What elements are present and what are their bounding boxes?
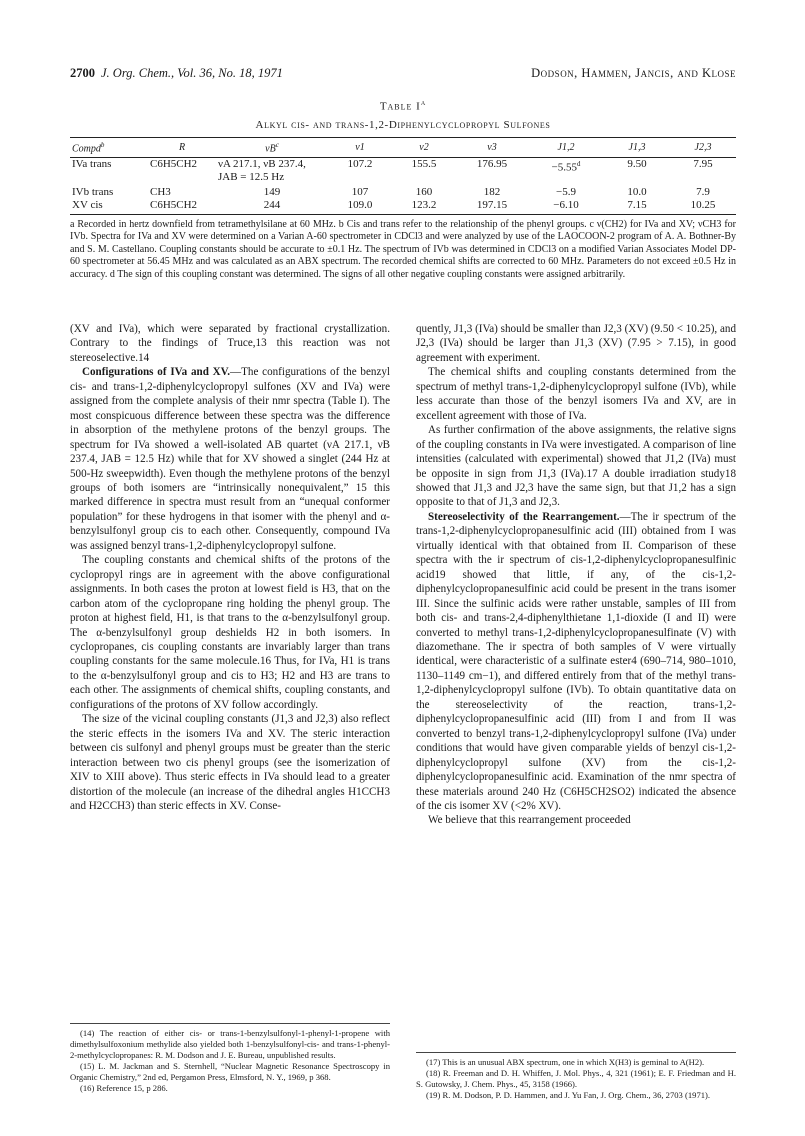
- body-column-right: [416, 322, 736, 828]
- page-header: [70, 66, 736, 84]
- data-table: [70, 137, 736, 215]
- running-head-authors: Dodson, Hammen, Jancis, and Klose: [531, 66, 736, 80]
- th-nu-1: ν1: [328, 137, 392, 157]
- footnotes-right: [416, 1052, 736, 1101]
- reference-19: (19) R. M. Dodson, P. D. Hammen, and J. Yu Fan, J. Org. Chem., 36, 2703 (1971).: [426, 1089, 711, 1100]
- paragraph: The chemical shifts and coupling constants determined from the spectrum of methyl trans-1,2-diphenylcyclopropyl sulfone (IVb), while less accurate than those of the benzyl isomers IVa and XV, are in excellent agreement with those of IVa.: [416, 366, 736, 422]
- reference-18: (18) R. Freeman and D. H. Whiffen, J. Mol. Phys., 4, 321 (1961); E. F. Friedman and H. S. Gutowsky, J. Chem. Phys., 45, 3158 (1966).: [416, 1067, 736, 1089]
- section-heading: Stereoselectivity of the Rearrangement.: [428, 510, 620, 523]
- reference-15: (15) L. M. Jackman and S. Sternhell, “Nuclear Magnetic Resonance Spectroscopy in Organic Chemistry,” 2nd ed, Pergamon Press, Elmsford, N. Y., 1969, p 368.: [70, 1060, 390, 1082]
- journal-citation: J. Org. Chem., Vol. 36, No. 18, 1971: [101, 66, 283, 80]
- paragraph: As further confirmation of the above assignments, the relative signs of the coupling constants in IVa were investigated. A comparison of line intensities (calculated with experimental) showed that J1,2 (IVa) must be opposite in sign from J1,3 (IVa).17 A double irradiation study18 showed that J1,3 and J2,3 have the same sign, but that J1,2 has a sign opposite to that of J1,3 and J2,3.: [416, 424, 736, 509]
- running-head-left: [70, 66, 283, 81]
- th-j13: J1,3: [604, 137, 670, 157]
- reference-14: (14) The reaction of either cis- or trans-1-benzylsulfonyl-1-phenyl-1-propene with dimethylsulfoxonium methylide also yielded both 1-benzylsulfonyl-cis- and trans-1-phenyl-2-methylcyclopropanes: R. M. Dodson and J. E. Bureau, unpublished results.: [70, 1028, 390, 1060]
- table-row: XV cis C6H5CH2 244 109.0 123.2 197.15 −6.10 7.15 10.25: [70, 199, 736, 215]
- paragraph: (XV and IVa), which were separated by fractional crystallization. Contrary to the findings of Truce,13 this reaction was not stereoselective.14: [70, 323, 390, 364]
- th-nu-b: $\nu B^c$: [216, 137, 328, 157]
- paragraph: quently, J1,3 (IVa) should be smaller than J2,3 (XV) (9.50 < 10.25), and J2,3 (IVa) should be larger than J1,3 (XV) (7.95 > 7.15), in good agreement with experiment.: [416, 323, 736, 364]
- th-r: R: [148, 137, 216, 157]
- table-1: [70, 98, 736, 281]
- th-j12: J1,2: [528, 137, 604, 157]
- paragraph: We believe that this rearrangement proceeded: [428, 814, 631, 827]
- j12-sign-note: d: [576, 159, 581, 168]
- table-footnotes: a Recorded in hertz downfield from tetramethylsilane at 60 MHz. b Cis and trans refer to the relationship of the phenyl groups. c ν(CH2) for IVa and XV; νCH3 for IVb. Spectra for IVa and XV were determined on a Varian A-60 spectrometer in CDCl3 and were analyzed by use of the LAOCOON-2 program of A. A. Bothner-By and S. M. Castellano. Coupling constants should be accurate to ±0.1 Hz. The spectrum of IVb was determined in CDCl3 on a modified Varian Associates Model DP-60 spectrometer at 56.45 MHz and was calculated as an ABX spectrum. The recorded chemical shifts are corrected to 60 MHz. Parameters do not exceed ±0.5 Hz in accuracy. d The sign of this coupling constant was determined. The signs of all other negative coupling constants were assigned arbitrarily.: [70, 218, 736, 280]
- th-compd: Compd$^b$: [70, 137, 148, 157]
- reference-17: (17) This is an unusual ABX spectrum, one in which X(H3) is geminal to A(H2).: [426, 1057, 705, 1067]
- page-number: 2700: [70, 66, 95, 80]
- table-header-row: [70, 137, 736, 157]
- footnotes-left: [70, 1023, 390, 1093]
- body-column-left: [70, 322, 390, 813]
- th-nu-3: ν3: [456, 137, 528, 157]
- table-label-note: a: [420, 98, 427, 107]
- paragraph: The size of the vicinal coupling constants (J1,3 and J2,3) also reflect the steric effects in the isomers IVa and XV. The steric interaction between cis sulfonyl and phenyl groups must be greater than the steric interaction between two cis phenyl groups (see the isomerization of XIV to XIII above). Thus steric effects in IVa should lead to a greater distortion of the molecule (an increase of the dihedral angles H1CCH3 and H2CCH3) than steric effects in XV. Conse-: [70, 713, 390, 812]
- table-row: IVb trans CH3 149 107 160 182 −5.9 10.0 7.9: [72, 185, 710, 198]
- paragraph: The coupling constants and chemical shifts of the protons of the cyclopropyl rings are in agreement with the above configurational assignments. In both cases the proton at lowest field is H3, that on the carbon atom of the cyclopropane ring holding the phenyl group. The proton at highest field, H1, is that trans to the α-benzylsulfonyl group. The α-benzylsulfonyl group deshields H2 in both isomers. In cyclopropanes, cis coupling constants are invariably larger than trans coupling constants for the same molecule.16 Thus, for IVa, H1 is trans to the α-benzylsulfonyl group and cis to H3; H2 and H3 are trans to each other. The assignments of chemical shifts, coupling constants, and configurations of the protons of XV follow accordingly.: [70, 554, 390, 711]
- th-nu-2: ν2: [392, 137, 456, 157]
- reference-16: (16) Reference 15, p 286.: [80, 1082, 168, 1093]
- paragraph-configurations: Configurations of IVa and XV.—The configurations of the benzyl cis- and trans-1,2-diphenylcyclopropyl sulfones (XV and IVa) were assigned from the complete analysis of their nmr spectra (Table I). The most conspicuous difference between these spectra was the difference in absorption of the methylene protons of the benzyl groups. The spectrum for IVa showed a well-isolated AB quartet (νA 217.1, νB 237.4, JAB = 12.5 Hz) while that for XV showed a singlet (244 Hz at 500-Hz sweepwidth). Even though the methylene protons of the benzyl groups of both isomers are “intrinsically nonequivalent,” 15 this marked difference in spectra must result from an “unequal conformer population” for these hydrogens in that isomer with the phenyl and α-benzylsulfonyl group cis to each other. Consequently, compound IVa was assigned benzyl trans-1,2-diphenylcyclopropyl sulfone.: [70, 366, 390, 552]
- table-title: Alkyl cis- and trans-1,2-Diphenylcyclopropyl Sulfones: [255, 118, 551, 131]
- paragraph-stereoselectivity: Stereoselectivity of the Rearrangement.—The ir spectrum of the trans-1,2-diphenylcyclopropanesulfinic acid (III) obtained from I was virtually identical with that obtained from II. Comparison of these spectra with the ir spectrum of cis-1,2-diphenylcyclopropanesulfinic acid19 showed that little, if any, of the cis-1,2-diphenylcyclopropanesulfinic acid could be present in the trans isomer III. Since the sulfinic acids were rather unstable, samples of III from both cis- and trans-2,4-diphenylthietane 1,1-dioxide (I and II) were converted to methyl trans-1,2-diphenylcyclopropanesulfinate (V) with diazomethane. The ir spectra of both samples of V were virtually identical, were characteristic of a sulfinate ester4 (690–714, 980–1010, 1130–1149 cm−1), and differed entirely from that of the methyl trans-1,2-diphenylcyclopropyl sulfone (IVb). To obtain quantitative data on the stereoselectivity of the reaction, trans-1,2-diphenylcyclopropanesulfinic acid (III) from I and from II was converted to benzyl trans-1,2-diphenylcyclopropyl sulfone (IVa) under conditions that would have given comparable yields of benzyl cis-1,2-diphenylcyclopropyl sulfone (XV) from the cis-1,2-diphenylcyclopropanesulfinic acid. Examination of the nmr spectra of these materials around 240 Hz (C6H5CH2SO2) indicated the absence of the cis isomer XV (<2% XV).: [416, 510, 736, 812]
- section-heading: Configurations of IVa and XV.: [82, 366, 231, 379]
- table-row: IVa trans C6H5CH2 νA 217.1, νB 237.4, JAB = 12.5 Hz 107.2 155.5 176.95 −5.55$^d$ 9.50 7.95: [72, 157, 713, 183]
- th-j23: J2,3: [670, 137, 736, 157]
- table-label: Table $I^a$: [379, 98, 427, 113]
